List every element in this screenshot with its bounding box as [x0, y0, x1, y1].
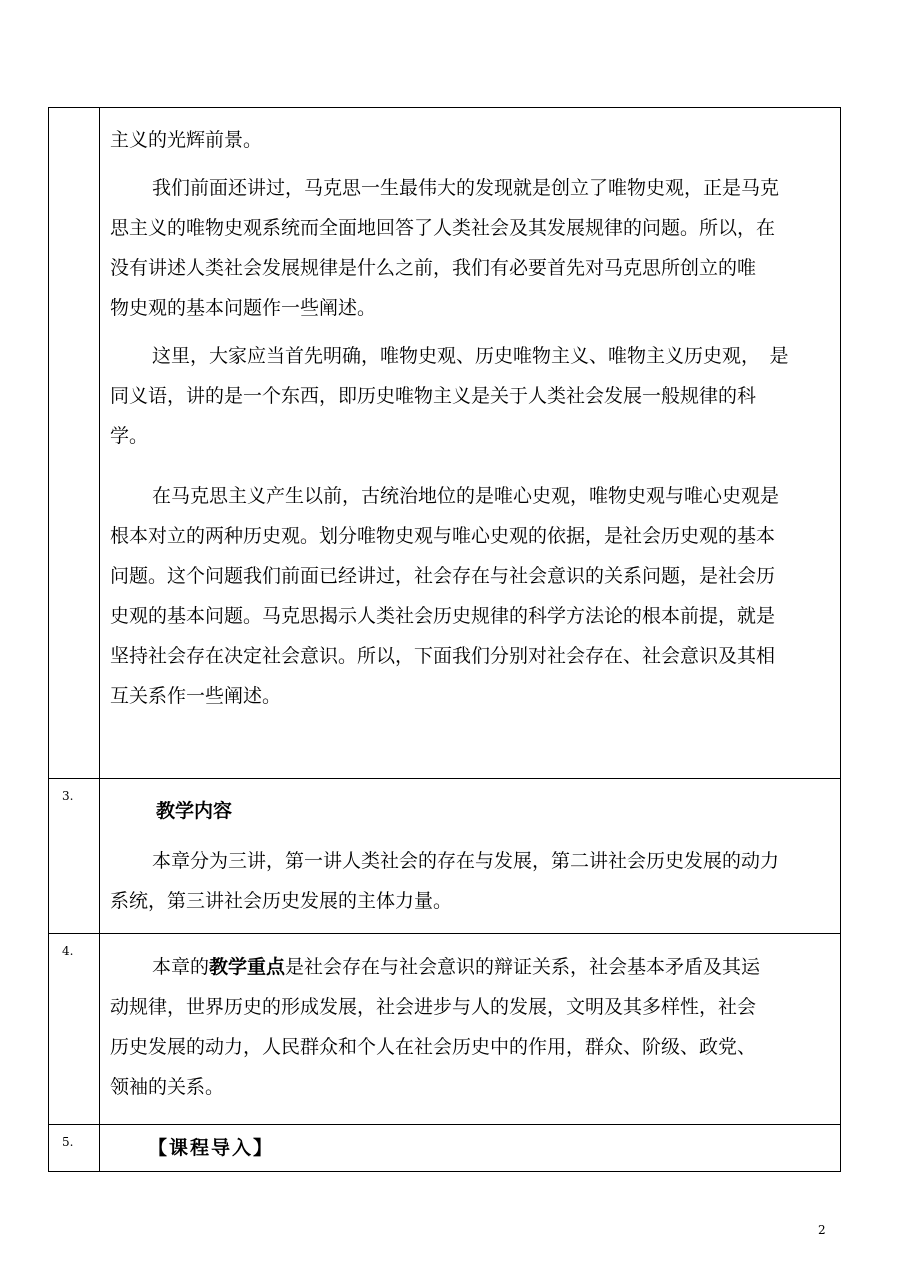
- text-line: 坚持社会存在决定社会意识。所以，下面我们分别对社会存在、社会意识及其相: [110, 645, 776, 667]
- paragraph: [100, 336, 840, 456]
- text-line: 动规律，世界历史的形成发展，社会进步与人的发展，文明及其多样性，社会: [110, 996, 757, 1018]
- row-number: [49, 108, 100, 779]
- row-number: 3.: [49, 779, 100, 934]
- row-number: 4.: [49, 934, 100, 1125]
- text-line: 物史观的基本问题作一些阐述。: [110, 297, 377, 319]
- table-row: [49, 108, 841, 779]
- text-line: 这里，大家应当首先明确，唯物史观、历史唯物主义、唯物主义历史观， 是: [152, 345, 789, 367]
- text-line: 主义的光辉前景。: [110, 129, 263, 151]
- text-line: 同义语，讲的是一个东西，即历史唯物主义是关于人类社会发展一般规律的科: [110, 385, 757, 407]
- lesson-table: [48, 107, 841, 1172]
- text-line: 互关系作一些阐述。: [110, 685, 282, 707]
- text-line: 没有讲述人类社会发展规律是什么之前，我们有必要首先对马克思所创立的唯: [110, 257, 757, 279]
- text-line: 我们前面还讲过，马克思一生最伟大的发现就是创立了唯物史观，正是马克: [152, 177, 780, 199]
- table-row: [49, 779, 841, 934]
- row-content: [100, 934, 841, 1125]
- emphasis-text: 教学重点: [209, 956, 286, 978]
- section-heading: 【课程导入】: [148, 1137, 275, 1159]
- paragraph: [100, 168, 840, 328]
- table-row: [49, 934, 841, 1125]
- text-suffix: 是社会存在与社会意识的辩证关系，社会基本矛盾及其运: [285, 956, 761, 978]
- row-content: [100, 108, 841, 779]
- text-line: [100, 947, 840, 987]
- text-line: 系统，第三讲社会历史发展的主体力量。: [110, 890, 453, 912]
- text-line: 历史发展的动力，人民群众和个人在社会历史中的作用，群众、阶级、政党、: [110, 1036, 757, 1058]
- text-line: 史观的基本问题。马克思揭示人类社会历史规律的科学方法论的根本前提，就是: [110, 605, 776, 627]
- text-line: 问题。这个问题我们前面已经讲过，社会存在与社会意识的关系问题，是社会历: [110, 565, 776, 587]
- text-line: 本章分为三讲，第一讲人类社会的存在与发展，第二讲社会历史发展的动力: [152, 850, 780, 872]
- text-line: 学。: [110, 425, 149, 447]
- row-content: [100, 779, 841, 934]
- page-number: 2: [818, 1223, 826, 1237]
- text-line: 在马克思主义产生以前，古统治地位的是唯心史观，唯物史观与唯心史观是: [152, 485, 780, 507]
- section-heading: 教学内容: [156, 800, 233, 822]
- text-prefix: 本章的: [152, 956, 210, 978]
- row-content: [100, 1125, 841, 1172]
- row-number: 5.: [49, 1125, 100, 1172]
- paragraph: [100, 476, 840, 716]
- text-line: 领袖的关系。: [110, 1076, 225, 1098]
- text-line: 思主义的唯物史观系统而全面地回答了人类社会及其发展规律的问题。所以，在: [110, 217, 776, 239]
- text-line: 根本对立的两种历史观。划分唯物史观与唯心史观的依据，是社会历史观的基本: [110, 525, 776, 547]
- table-row: [49, 1125, 841, 1172]
